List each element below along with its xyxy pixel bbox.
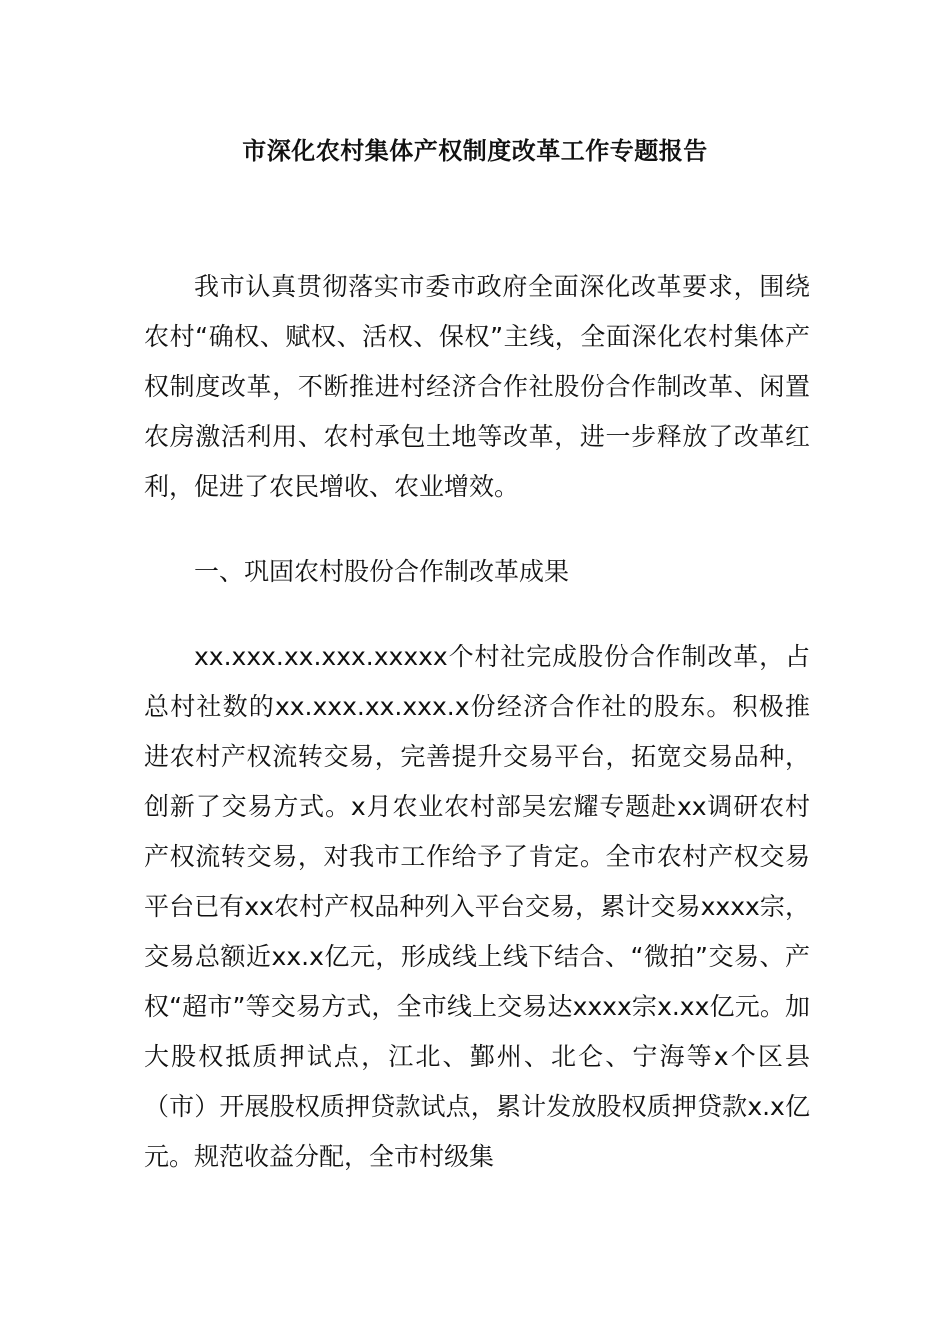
section-heading: 一、巩固农村股份合作制改革成果 <box>194 557 570 586</box>
document-title: 市深化农村集体产权制度改革工作专题报告 <box>242 137 708 165</box>
intro-paragraph: 我市认真贯彻落实市委市政府全面深化改革要求，围绕农村“确权、赋权、活权、保权”主线，全面深化农村集体产权制度改革，不断推进村经济合作社股份合作制改革、闲置农房激活利用、农村承包土地等改革，进一步释放了改革红利，促进了农民增收、农业增效。 <box>144 272 810 501</box>
body-paragraph: xx.xxx.xx.xxx.xxxxx个村社完成股份合作制改革，占总村社数的xx.xxx.xx.xxx.x份经济合作社的股东。积极推进农村产权流转交易，完善提升交易平台，拓宽交易品种，创新了交易方式。x月农业农村部吴宏耀专题赴xx调研农村产权流转交易，对我市工作给予了肯定。全市农村产权交易平台已有xx农村产权品种列入平台交易，累计交易xxxx宗，交易总额近xx.x亿元，形成线上线下结合、“微拍”交易、产权“超市”等交易方式，全市线上交易达xxxx宗x.xx亿元。加大股权抵质押试点，江北、鄞州、北仑、宁海等x个区县（市）开展股权质押贷款试点，累计发放股权质押贷款x.x亿元。规范收益分配，全市村级集 <box>144 642 810 1171</box>
